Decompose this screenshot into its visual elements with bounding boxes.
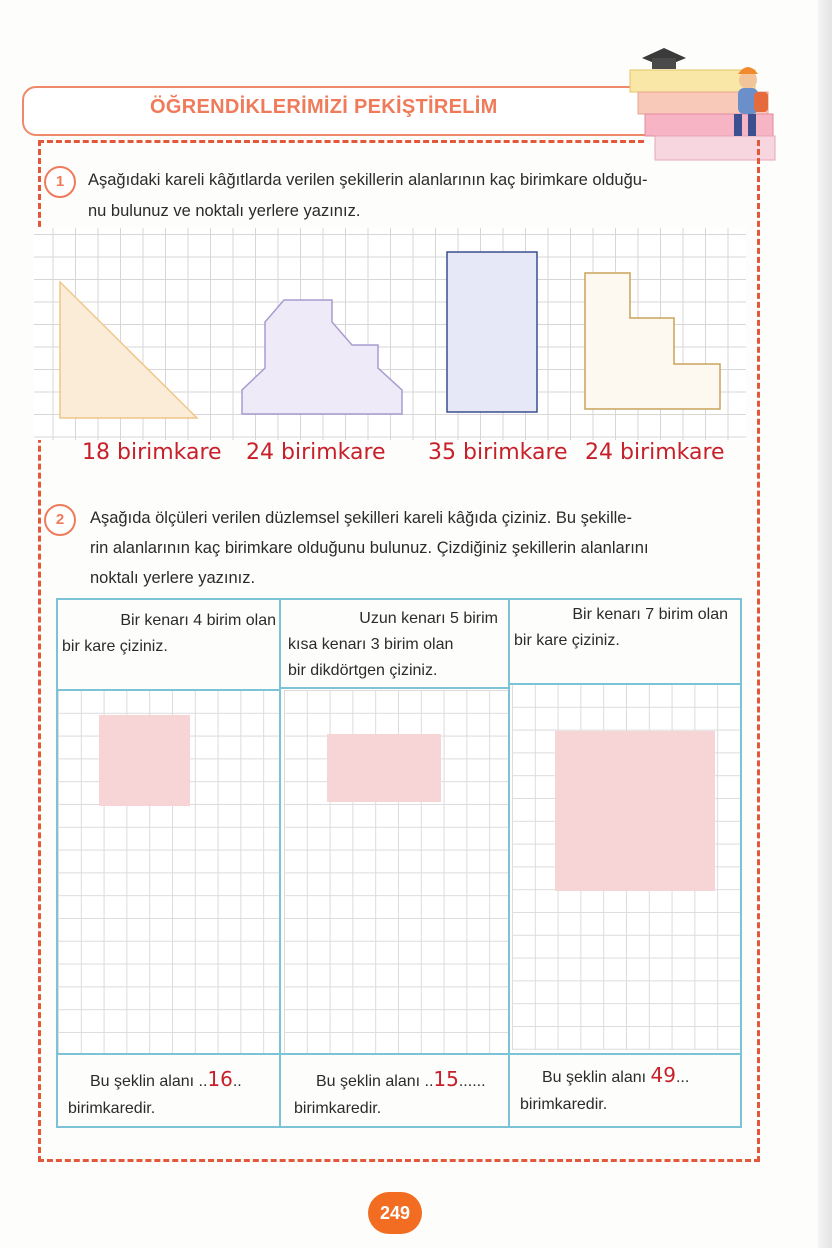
page-edge-shadow [818,0,832,1248]
section-title: ÖĞRENDİKLERİMİZİ PEKİŞTİRELİM [150,96,498,118]
drawn-square-7x7 [555,731,715,891]
answer-triangle: 18 birimkare [82,440,222,465]
task-col-1-line2: bir kare çiziniz. [62,638,168,655]
answer-col-1-suffix: .. [232,1073,242,1090]
answer-col-2-prefix: Bu şeklin alanı .. [316,1073,434,1090]
answer-col-3 [520,1062,736,1118]
drawn-square-4x4 [99,715,190,806]
octagon-shape [242,300,402,414]
answer-col-2 [294,1066,506,1122]
question-2-text-line3: noktalı yerlere yazınız. [90,569,256,587]
answer-col-2-suffix: ...... [458,1073,486,1090]
answer-col-2-unit: birimkaredir. [294,1100,382,1117]
question-1-text-line2: nu bulunuz ve noktalı yerlere yazınız. [88,202,361,220]
question-2-number: 2 [44,504,76,536]
answer-l-shape: 24 birimkare [585,440,725,465]
task-col-2 [288,606,504,684]
table-header-line-1 [56,689,280,691]
answer-col-3-value: 49 [650,1063,676,1087]
triangle-shape [60,282,197,418]
answer-col-3-unit: birimkaredir. [520,1096,608,1113]
answer-col-3-prefix: Bu şeklin alanı [542,1069,651,1086]
task-col-3-line1: Bir kenarı 7 birim olan [572,606,728,623]
task-col-1 [62,608,276,660]
question-1-number: 1 [44,166,76,198]
table-header-line-2 [280,687,509,689]
answer-col-1-prefix: Bu şeklin alanı .. [90,1073,208,1090]
answer-rectangle: 35 birimkare [428,440,568,465]
rectangle-shape [447,252,537,412]
l-shape [585,273,720,409]
page-number-badge: 249 [368,1192,422,1234]
answer-col-1-unit: birimkaredir. [68,1100,156,1117]
answer-col-1 [68,1066,276,1122]
table-divider-1 [279,598,281,1128]
task-col-3 [514,602,728,654]
table-footer-line [56,1053,742,1055]
task-col-2-line3: bir dikdörtgen çiziniz. [288,662,438,679]
question-1-shapes [34,228,746,440]
task-col-2-line1: Uzun kenarı 5 birim [359,610,498,627]
drawn-rectangle-5x3 [327,734,441,802]
task-col-2-line2: kısa kenarı 3 birim olan [288,636,454,653]
table-divider-2 [508,598,510,1128]
task-col-1-line1: Bir kenarı 4 birim olan [120,612,276,629]
answer-col-1-value: 16 [207,1067,233,1091]
question-2-text-line2: rin alanlarının kaç birimkare olduğunu bulunuz. Çizdiğiniz şekillerin alanlarını [90,539,649,557]
answer-octagon: 24 birimkare [246,440,386,465]
question-1-text-line1: Aşağıdaki kareli kâğıtlarda verilen şekillerin alanlarının kaç birimkare olduğu- [88,171,648,189]
answer-col-2-value: 15 [433,1067,459,1091]
task-col-3-line2: bir kare çiziniz. [514,632,620,649]
table-header-line-3 [509,683,742,685]
question-2-text-line1: Aşağıda ölçüleri verilen düzlemsel şekilleri kareli kâğıda çiziniz. Bu şekille- [90,509,632,527]
answer-col-3-suffix: ... [675,1069,690,1086]
